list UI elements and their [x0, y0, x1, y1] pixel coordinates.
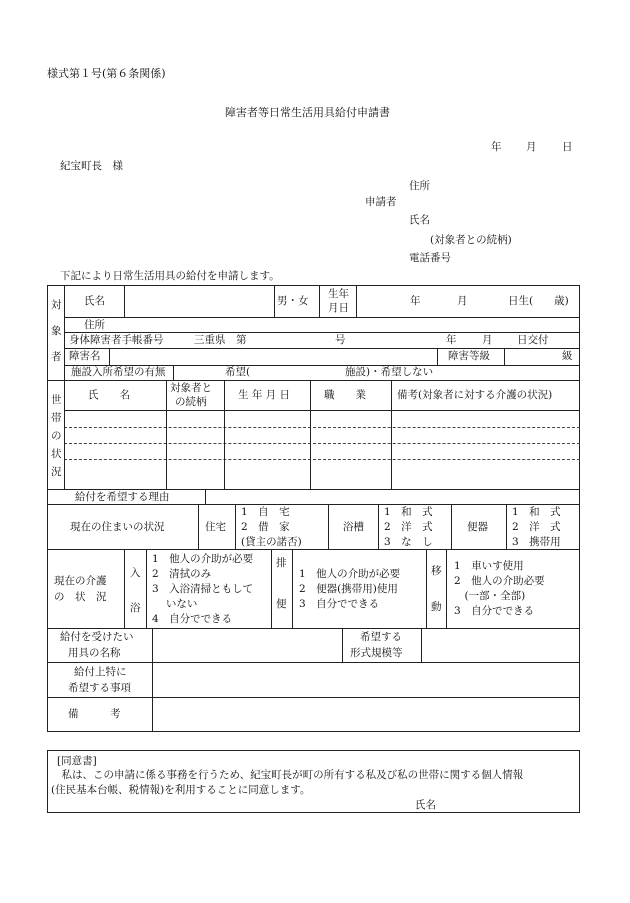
household-side-3: の: [51, 430, 62, 442]
house-label: 住宅: [205, 521, 226, 533]
col-header-relation-2: の続柄: [175, 396, 207, 408]
col-header-birth: 生 年 月 日: [238, 389, 291, 401]
house-option-3: (貸主の諾否): [241, 536, 302, 548]
applicant-name-label: 氏名: [409, 214, 430, 226]
bathing-side-1: 入: [130, 567, 141, 579]
household-side-1: 世: [51, 394, 62, 406]
col-line: [205, 489, 206, 504]
col-line: [124, 286, 125, 317]
col-header-job: 職 業: [324, 389, 366, 401]
col-line: [437, 348, 438, 365]
applicant-address-label: 住所: [409, 180, 430, 192]
excretion-side-2: 便: [276, 598, 287, 610]
handbook-label: 身体障害者手帳番号: [69, 334, 164, 346]
disability-grade-label: 障害等級: [448, 350, 490, 362]
facility-label: 施設入所希望の有無: [71, 366, 166, 378]
toilet-option-3: 3 携帯用: [512, 536, 561, 548]
facility-close: 施設)・希望しない: [345, 366, 434, 378]
date-day: 日: [562, 141, 573, 153]
consent-line-1: 私は、この申請に係る事務を行うため、紀宝町長が町の所有する私及び私の世帯に関する個人情報: [51, 769, 524, 781]
subject-side-2: 象: [51, 325, 62, 337]
move-option-2: 2 他人の介助必要: [454, 575, 545, 587]
row-line: [64, 317, 580, 318]
subject-side-1: 対: [51, 299, 62, 311]
col-header-notes: 備考(対象者に対する介護の状況): [397, 389, 553, 401]
move-side-2: 動: [431, 601, 442, 613]
col-line: [426, 549, 427, 628]
bath-option-2: 2 洋 式: [384, 521, 433, 533]
col-header-relation-1: 対象者と: [170, 382, 212, 394]
disability-name-label: 障害名: [69, 350, 101, 362]
date-month: 月: [526, 141, 537, 153]
reason-label: 給付を希望する理由: [75, 491, 170, 503]
col-line: [328, 504, 329, 549]
applicant-relation-label: (対象者との続柄): [430, 234, 512, 246]
dashed-row-line: [64, 443, 580, 444]
subject-birth-month: 月: [457, 295, 468, 307]
col-header-name: 氏 名: [88, 389, 130, 401]
toilet-label: 便器: [467, 521, 488, 533]
row-line: [48, 380, 580, 381]
col-line: [109, 348, 110, 365]
col-line: [274, 286, 275, 317]
col-line: [173, 365, 174, 380]
handbook-no: 号: [335, 334, 346, 346]
bathing-side-2: 浴: [130, 602, 141, 614]
applicant-phone-label: 電話番号: [409, 252, 451, 264]
issue-month: 月: [482, 334, 493, 346]
special-label-1: 給付上特に: [74, 666, 127, 678]
col-line: [506, 504, 507, 549]
bathing-option-3: 3 入浴清掃ともして: [152, 583, 254, 595]
bath-label: 浴槽: [343, 521, 364, 533]
equipment-name-label-1: 給付を受けたい: [60, 631, 134, 643]
col-line: [235, 504, 236, 549]
equipment-spec-label-1: 希望する: [360, 631, 402, 643]
col-line: [391, 380, 392, 489]
care-label-1: 現在の介護: [54, 575, 107, 587]
col-line: [446, 549, 447, 628]
row-line: [48, 489, 580, 490]
addressee: 紀宝町長 様: [60, 160, 123, 172]
consent-line-2: (住民基本台帳、税情報)を利用することに同意します。: [51, 784, 311, 796]
col-line: [451, 504, 452, 549]
toilet-option-1: 1 和 式: [512, 506, 561, 518]
subject-sex-options: 男・女: [277, 295, 309, 307]
move-option-4: 3 自分でできる: [454, 605, 535, 617]
col-line: [378, 504, 379, 549]
consent-box: [47, 750, 580, 813]
col-line: [166, 380, 167, 489]
household-side-2: 帯: [51, 412, 62, 424]
facility-hope: 希望(: [225, 366, 251, 378]
col-line: [152, 628, 153, 732]
subject-birth-label-1: 生年: [328, 288, 349, 300]
handbook-pref: 三重県 第: [194, 334, 247, 346]
move-side-1: 移: [431, 565, 442, 577]
excretion-option-3: 3 自分でできる: [299, 598, 380, 610]
row-line: [64, 410, 580, 411]
col-line: [64, 286, 65, 380]
remarks-label: 備 考: [68, 708, 121, 720]
household-side-4: 状: [51, 448, 62, 460]
equipment-spec-label-2: 形式規模等: [350, 647, 403, 659]
col-line: [342, 628, 343, 662]
house-option-1: 1 自 宅: [241, 506, 290, 518]
housing-label: 現在の住まいの状況: [70, 521, 165, 533]
care-label-2: の 状 況: [54, 591, 107, 603]
bath-option-1: 1 和 式: [384, 506, 433, 518]
household-side-5: 況: [51, 466, 62, 478]
issue-day: 日交付: [517, 334, 549, 346]
col-line: [146, 549, 147, 628]
form-number: 様式第１号(第６条関係): [47, 67, 166, 80]
bath-option-3: 3 な し: [384, 536, 433, 548]
col-line: [271, 549, 272, 628]
col-line: [356, 286, 357, 317]
grade-unit: 級: [562, 350, 573, 362]
consent-heading: [同意書]: [57, 755, 97, 767]
row-line: [64, 348, 580, 349]
date-year: 年: [491, 141, 502, 153]
intro-text: 下記により日常生活用具の給付を申請します。: [60, 270, 280, 282]
excretion-option-1: 1 他人の介助が必要: [299, 568, 401, 580]
dashed-row-line: [64, 459, 580, 460]
bathing-option-4: いない: [152, 598, 198, 610]
col-line: [224, 380, 225, 489]
subject-birth-label-2: 月日: [328, 302, 349, 314]
applicant-label: 申請者: [365, 196, 397, 208]
toilet-option-2: 2 洋 式: [512, 521, 561, 533]
col-line: [292, 549, 293, 628]
col-line: [64, 380, 65, 489]
equipment-name-label-2: 用具の名称: [68, 647, 121, 659]
row-line: [48, 697, 580, 698]
special-label-2: 希望する事項: [68, 682, 131, 694]
consent-name-label: 氏名: [415, 799, 436, 811]
col-line: [198, 504, 199, 549]
subject-name-label: 氏名: [84, 295, 105, 307]
move-option-3: (一部・全部): [454, 590, 526, 602]
excretion-side-1: 排: [276, 557, 287, 569]
col-line: [504, 348, 505, 365]
subject-birth-year: 年: [410, 295, 421, 307]
bathing-option-2: 2 清拭のみ: [152, 568, 212, 580]
subject-address-label: 住所: [84, 319, 105, 331]
subject-side-3: 者: [51, 351, 62, 363]
excretion-option-2: 2 便器(携帯用)使用: [299, 583, 398, 595]
house-option-2: 2 借 家: [241, 521, 290, 533]
row-line: [48, 628, 580, 629]
col-line: [124, 549, 125, 628]
row-line: [48, 662, 580, 663]
col-line: [310, 380, 311, 489]
subject-birth-day-age: 日生( 歳): [508, 295, 569, 307]
row-line: [64, 332, 580, 333]
col-line: [319, 286, 320, 317]
col-line: [421, 628, 422, 662]
row-line: [48, 504, 580, 505]
page-title: 障害者等日常生活用具給付申請書: [225, 106, 390, 119]
application-table: [47, 285, 580, 732]
bathing-option-5: 4 自分でできる: [152, 613, 233, 625]
bathing-option-1: 1 他人の介助が必要: [152, 553, 254, 565]
issue-year: 年: [446, 334, 457, 346]
row-line: [48, 549, 580, 550]
dashed-row-line: [64, 427, 580, 428]
move-option-1: 1 車いす使用: [454, 560, 524, 572]
